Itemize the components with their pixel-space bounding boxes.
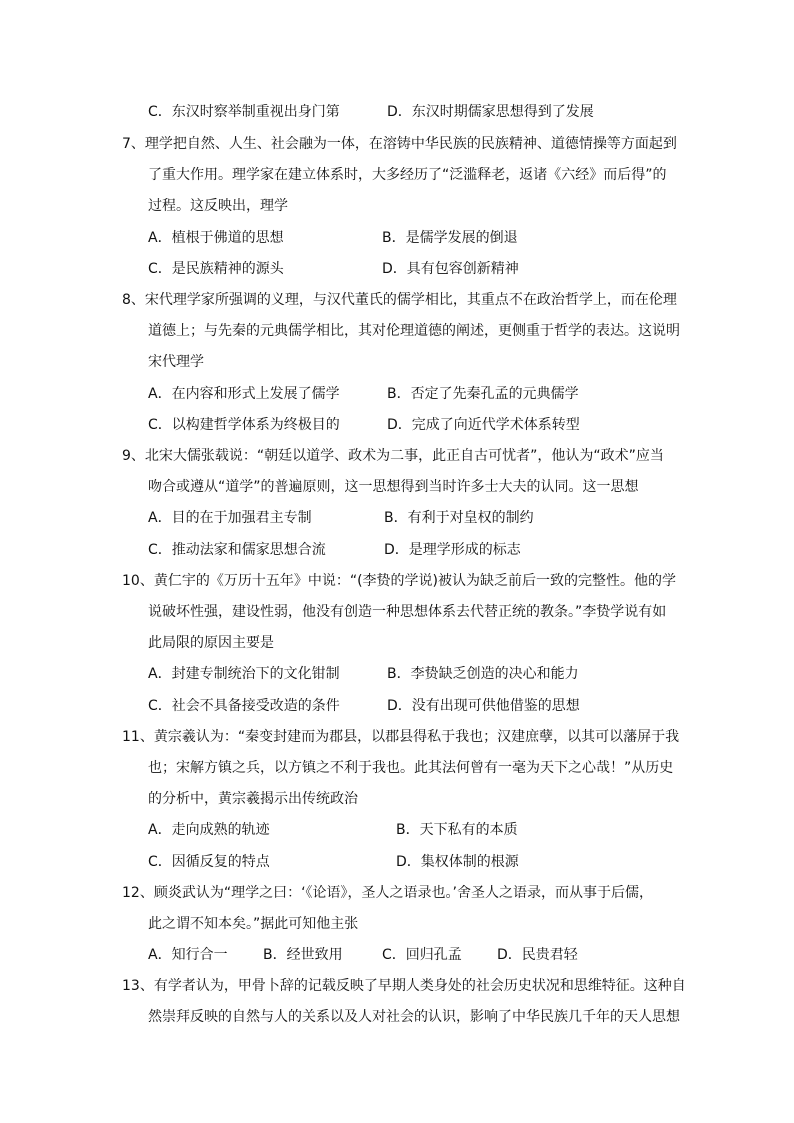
q9-option-b: B．有利于对皇权的制约 xyxy=(384,510,534,526)
q8-stem-line-3: 宋代理学 xyxy=(148,354,204,370)
q8-stem-line-2: 道德上；与先秦的元典儒学相比，其对伦理道德的阐述，更侧重于哲学的表达。这说明 xyxy=(148,323,680,339)
q10-option-d: D．没有出现可供他借鉴的思想 xyxy=(387,698,580,714)
q8-option-b: B．否定了先秦孔孟的元典儒学 xyxy=(387,386,579,402)
q11-stem-line-2: 也；宋解方镇之兵，以方镇之不利于我也。此其法何曾有一毫为天下之心哉！”从历史 xyxy=(148,760,674,776)
q8-option-d: D．完成了向近代学术体系转型 xyxy=(387,417,580,433)
q6-option-c: C．东汉时察举制重视出身门第 xyxy=(148,104,340,120)
q9-option-d: D．是理学形成的标志 xyxy=(384,542,521,558)
q11-stem-line-1: 11、黄宗羲认为：“秦变封建而为郡县，以郡县得私于我也；汉建庶孽，以其可以藩屏于我 xyxy=(122,729,680,745)
q7-option-c: C．是民族精神的源头 xyxy=(148,261,284,277)
q10-option-c: C．社会不具备接受改造的条件 xyxy=(148,698,340,714)
q6-option-d: D．东汉时期儒家思想得到了发展 xyxy=(387,104,594,120)
q10-stem-line-1: 10、黄仁宇的《万历十五年》中说：“(李贽的学说)被认为缺乏前后一致的完整性。他的学 xyxy=(122,573,676,589)
q9-option-a: A．目的在于加强君主专制 xyxy=(148,510,312,526)
q11-option-d: D．集权体制的根源 xyxy=(396,854,519,870)
q11-option-a: A．走向成熟的轨迹 xyxy=(148,822,270,838)
q11-option-b: B．天下私有的本质 xyxy=(396,822,518,838)
q8-option-c: C．以构建哲学体系为终极目的 xyxy=(148,417,340,433)
q10-stem-line-3: 此局限的原因主要是 xyxy=(148,635,274,651)
q7-stem-line-1: 7、理学把自然、人生、社会融为一体，在溶铸中华民族的民族精神、道德情操等方面起到 xyxy=(122,136,677,152)
q10-option-b: B．李贽缺乏创造的决心和能力 xyxy=(387,666,579,682)
q8-option-a: A．在内容和形式上发展了儒学 xyxy=(148,386,340,402)
q10-option-a: A．封建专制统治下的文化钳制 xyxy=(148,666,340,682)
q11-option-c: C．因循反复的特点 xyxy=(148,854,270,870)
q12-option-c: C．回归孔孟 xyxy=(382,947,462,963)
q12-option-d: D．民贵君轻 xyxy=(497,947,578,963)
q12-option-b: B．经世致用 xyxy=(263,947,343,963)
q12-option-a: A．知行合一 xyxy=(148,947,228,963)
q12-stem-line-1: 12、顾炎武认为“理学之曰：‘《论语》，圣人之语录也。’舍圣人之语录，而从事于后儒， xyxy=(122,885,653,901)
q9-stem-line-1: 9、北宋大儒张载说：“朝廷以道学、政术为二事，此正自古可忧者”，他认为“政术”应当 xyxy=(122,448,664,464)
q7-stem-line-2: 了重大作用。理学家在建立体系时，大多经历了“泛滥释老，返诸《六经》而后得”的 xyxy=(148,167,667,183)
q13-stem-line-2: 然崇拜反映的自然与人的关系以及人对社会的认识，影响了中华民族几千年的天人思想 xyxy=(148,1009,680,1025)
q7-option-a: A．植根于佛道的思想 xyxy=(148,230,284,246)
q7-stem-line-3: 过程。这反映出，理学 xyxy=(148,198,288,214)
q8-stem-line-1: 8、宋代理学家所强调的义理，与汉代董氏的儒学相比，其重点不在政治哲学上，而在伦理 xyxy=(122,292,677,308)
q12-stem-line-2: 此之谓不知本矣。”据此可知他主张 xyxy=(148,916,359,932)
q13-stem-line-1: 13、有学者认为，甲骨卜辞的记载反映了早期人类身处的社会历史状况和思维特征。这种自 xyxy=(122,978,686,994)
q9-stem-line-2: 吻合或遵从“道学”的普遍原则，这一思想得到当时许多士大夫的认同。这一思想 xyxy=(148,479,639,495)
q7-option-b: B．是儒学发展的倒退 xyxy=(382,230,518,246)
q7-option-d: D．具有包容创新精神 xyxy=(382,261,519,277)
q11-stem-line-3: 的分析中，黄宗羲揭示出传统政治 xyxy=(148,791,358,807)
q10-stem-line-2: 说破坏性强，建设性弱，他没有创造一种思想体系去代替正统的教条。”李贽学说有如 xyxy=(148,604,667,620)
q9-option-c: C．推动法家和儒家思想合流 xyxy=(148,542,326,558)
